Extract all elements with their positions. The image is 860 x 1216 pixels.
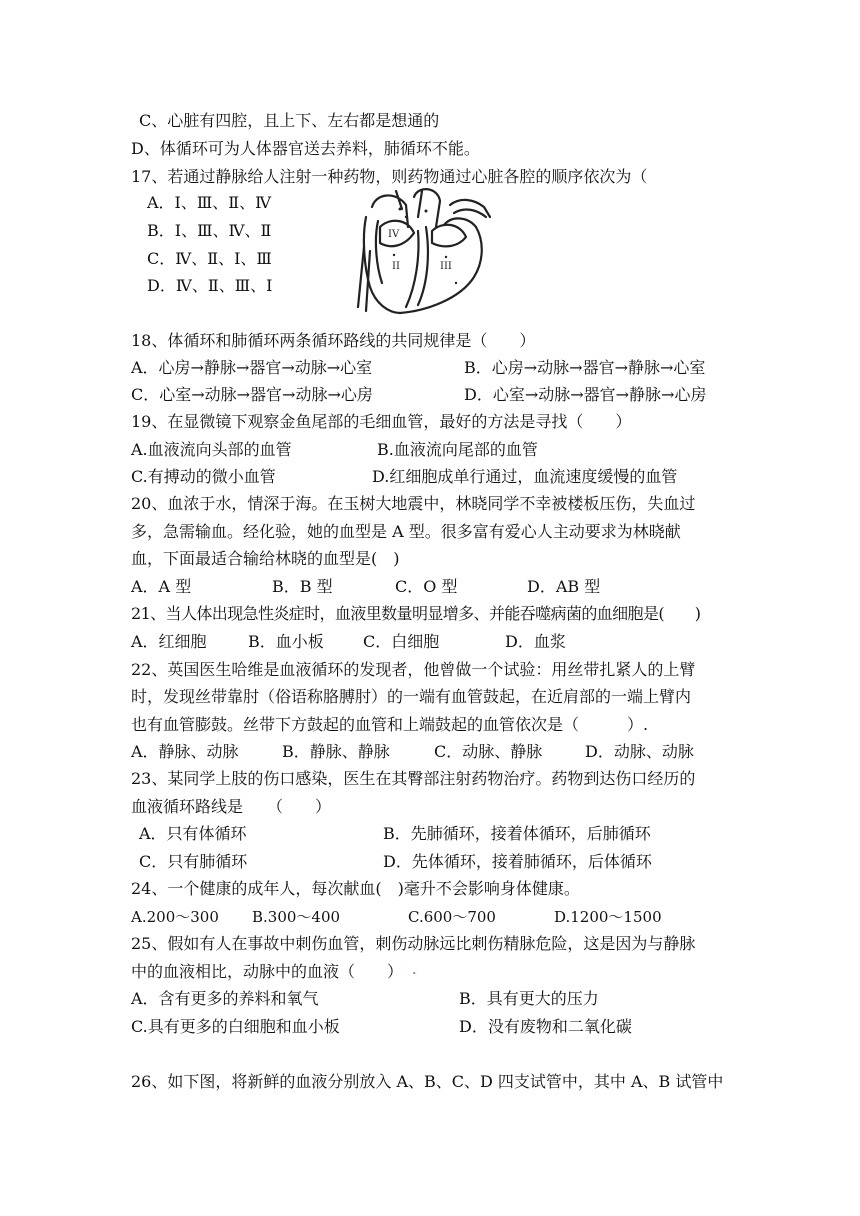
chamber-label-iv: IV [388,229,400,240]
q17-option-b: B．Ⅰ、Ⅲ、Ⅳ、Ⅱ [147,221,272,240]
q24-option-a: A.200～300 [131,908,219,926]
q24-stem: 24、一个健康的成年人，每次献血( )毫升不会影响身体健康。 [131,879,580,898]
q25-line-2: 中的血液相比，动脉中的血液（ ） [131,962,404,981]
q23-line-2: 血液循环路线是 （ ） [131,797,332,816]
q18-option-d: D．心室→动脉→器官→静脉→心房 [464,385,707,404]
q17-option-a: A．Ⅰ、Ⅲ、Ⅱ、Ⅳ [147,193,272,212]
q25-line-1: 25、假如有人在事故中刺伤血管，刺伤动脉远比刺伤精脉危险，这是因为与静脉 [131,934,696,953]
q23-option-d: D．先体循环，接着肺循环，后体循环 [383,852,652,871]
septum [406,231,419,307]
q19-option-c: C.有搏动的微小血管 [131,467,276,486]
q19-option-d: D.红细胞成单行通过，血流速度缓慢的血管 [372,467,678,486]
chamber-label-ii: II [392,261,400,272]
q21-option-c: C．白细胞 [363,632,440,651]
q19-option-b: B.血液流向尾部的血管 [377,440,538,459]
q18-option-c: C．心室→动脉→器官→动脉→心房 [131,385,373,404]
q21-stem: 21、当人体出现急性炎症时，血液里数量明显增多、并能吞噬病菌的血细胞是( ) [131,604,701,623]
q22-line-3: 也有血管膨鼓。丝带下方鼓起的血管和上端鼓起的血管依次是（ ）. [131,715,649,734]
chamber-label-iii: III [440,261,452,272]
q22-line-2: 时，发现丝带靠肘（俗语称胳膊肘）的一端有血管鼓起，在近肩部的一端上臂内 [131,687,692,706]
q21-option-a: A．红细胞 [131,632,207,651]
q20-option-d: D．AB 型 [527,577,601,596]
q17-option-d: D．Ⅳ、Ⅱ、Ⅲ、Ⅰ [147,276,273,295]
q22-option-a: A．静脉、动脉 [131,742,239,761]
q18-option-b: B．心房→动脉→器官→静脉→心室 [464,358,706,377]
q22-option-d: D．动脉、动脉 [585,742,694,761]
q20-option-c: C．O 型 [395,577,458,596]
q26-stem: 26、如下图，将新鲜的血液分别放入 A、B、C、D 四支试管中，其中 A、B 试管中 [131,1072,724,1091]
q22-line-1: 22、英国医生哈维是血液循环的发现者，他曾做一个试验：用丝带扎紧人的上臂 [131,660,696,679]
q24-option-d: D.1200～1500 [554,908,662,926]
q24-option-b: B.300～400 [252,908,341,926]
q20-line-3: 血，下面最适合输给林晓的血型是( ) [131,549,400,568]
atrium-right-chamber [432,225,466,247]
heart-diagram-svg [356,187,494,319]
q20-option-a: A．A 型 [131,577,192,596]
q21-option-d: D．血浆 [505,632,566,651]
q19-option-a: A.血液流向头部的血管 [131,440,292,459]
q16-option-c: C、心脏有四腔，且上下、左右都是想通的 [139,111,440,130]
q23-option-c: C．只有肺循环 [139,852,248,871]
q20-option-b: B．B 型 [272,577,333,596]
q17-stem: 17、若通过静脉给人注射一种药物，则药物通过心脏各腔的顺序依次为（ [131,167,648,186]
q22-option-c: C．动脉、静脉 [434,742,543,761]
aorta-arch [414,189,440,227]
q17-option-c: C．Ⅳ、Ⅱ、Ⅰ、Ⅲ [147,249,272,268]
q25-mark: . [412,962,417,978]
q19-stem: 19、在显微镜下观察金鱼尾部的毛细血管，最好的方法是寻找（ ） [131,412,632,431]
q23-option-b: B．先肺循环，接着体循环，后肺循环 [383,824,651,843]
q24-option-c: C.600～700 [408,908,496,926]
q25-option-b: B．具有更大的压力 [459,989,599,1008]
q20-line-1: 20、血浓于水，情深于海。在玉树大地震中，林晓同学不幸被楼板压伤，失血过 [131,494,696,513]
q23-option-a: A．只有体循环 [139,824,247,843]
q25-option-c: C.具有更多的白细胞和血小板 [131,1017,340,1036]
q25-option-d: D．没有废物和二氧化碳 [459,1017,632,1036]
q21-option-b: B．血小板 [248,632,324,651]
q18-option-a: A．心房→静脉→器官→动脉→心室 [131,358,373,377]
q16-option-d: D、体循环可为人体器官送去养料，肺循环不能。 [131,139,480,158]
heart-diagram [356,187,494,319]
q22-option-b: B．静脉、静脉 [282,742,390,761]
q23-line-1: 23、某同学上肢的伤口感染，医生在其臀部注射药物治疗。药物到达伤口经历的 [131,769,696,788]
q25-option-a: A．含有更多的养料和氧气 [131,989,319,1008]
q18-stem: 18、体循环和肺循环两条循环路线的共同规律是（ ） [131,331,536,350]
q20-line-2: 多，急需输血。经化验，她的血型是 A 型。很多富有爱心人主动要求为林晓献 [131,522,681,541]
